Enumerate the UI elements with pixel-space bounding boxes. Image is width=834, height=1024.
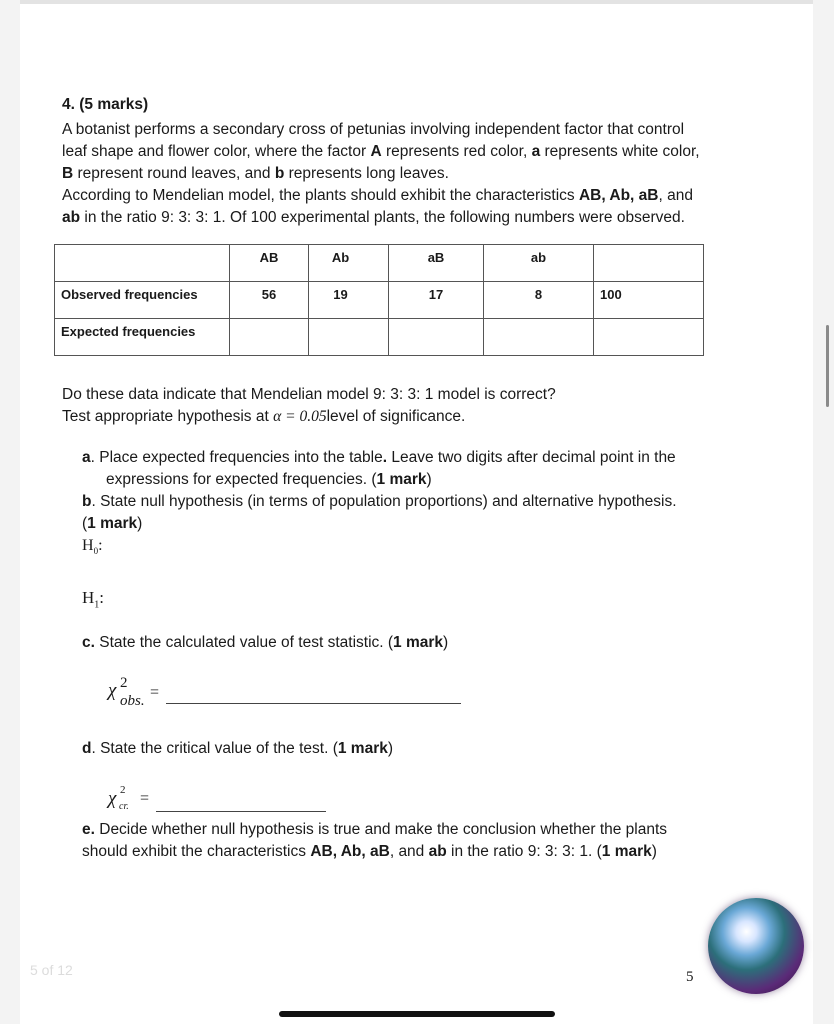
chi-obs-formula: χ 2 obs. = xyxy=(108,676,468,710)
question-header: 4. (5 marks) xyxy=(62,96,149,113)
table-cell: 19 xyxy=(309,282,389,319)
part-e: e. Decide whether null hypothesis is true and make the conclusion whether the plants should exhibit the characteristics AB, Ab, aB, and ab in the ratio 9: 3: 3: 1. (1 mark) xyxy=(82,821,668,860)
part-a: a. Place expected frequencies into the table. Leave two digits after decimal point in the expressions for expected frequencies. (1 mark) xyxy=(82,449,676,488)
table-cell: 100 xyxy=(594,282,704,319)
row-label: Expected frequencies xyxy=(55,319,230,356)
question-intro: A botanist performs a secondary cross of petunias involving independent factor that control leaf shape and flower color, where the factor A represents red color, a represents white color, B represent round leaves, and b represents long leaves. According to Mendelian model, the plants should exhibit the characteristics AB, Ab, aB, and ab in the ratio 9: 3: 3: 1. Of 100 experimental plants, the following numbers were observed. xyxy=(62,121,700,226)
chi-critical-answer-line xyxy=(156,811,326,812)
part-d: d. State the critical value of the test. (1 mark) xyxy=(82,740,394,757)
table-cell: 17 xyxy=(389,282,484,319)
column-header: AB xyxy=(230,245,309,282)
table-cell: 8 xyxy=(484,282,594,319)
alpha-value: α = 0.05 xyxy=(273,408,327,425)
chi-critical-formula: χ 2 cr. = xyxy=(108,784,368,814)
home-indicator[interactable] xyxy=(279,1011,555,1017)
question-ask: Do these data indicate that Mendelian model 9: 3: 3: 1 model is correct? Test appropriate hypothesis at α = 0.05level of significance. xyxy=(62,386,556,425)
table-cell xyxy=(594,319,704,356)
table-row xyxy=(55,282,704,319)
null-hypothesis-label: $H_0$: xyxy=(82,537,103,557)
document-page xyxy=(20,0,813,1024)
part-b: b. State null hypothesis (in terms of population proportions) and alternative hypothesis. (1 mark) xyxy=(82,493,677,532)
siri-orb-icon[interactable] xyxy=(708,898,804,994)
table-cell xyxy=(55,245,230,282)
table-row xyxy=(55,319,704,356)
column-header: ab xyxy=(484,245,594,282)
part-c: c. State the calculated value of test statistic. (1 mark) xyxy=(82,634,449,651)
table-cell: 56 xyxy=(230,282,309,319)
alt-hypothesis-label: $H_1$: xyxy=(82,588,105,611)
frequency-table xyxy=(54,244,704,356)
table-cell xyxy=(389,319,484,356)
scrollbar[interactable] xyxy=(826,325,829,407)
table-cell xyxy=(594,245,704,282)
table-cell xyxy=(230,319,309,356)
row-label: Observed frequencies xyxy=(55,282,230,319)
table-cell xyxy=(309,319,389,356)
table-header-row xyxy=(55,245,704,282)
chi-obs-answer-line xyxy=(166,703,461,704)
page-number: 5 xyxy=(686,969,694,985)
page-indicator: 5 of 12 xyxy=(30,962,73,978)
column-header: Ab xyxy=(309,245,389,282)
table-cell xyxy=(484,319,594,356)
column-header: aB xyxy=(389,245,484,282)
